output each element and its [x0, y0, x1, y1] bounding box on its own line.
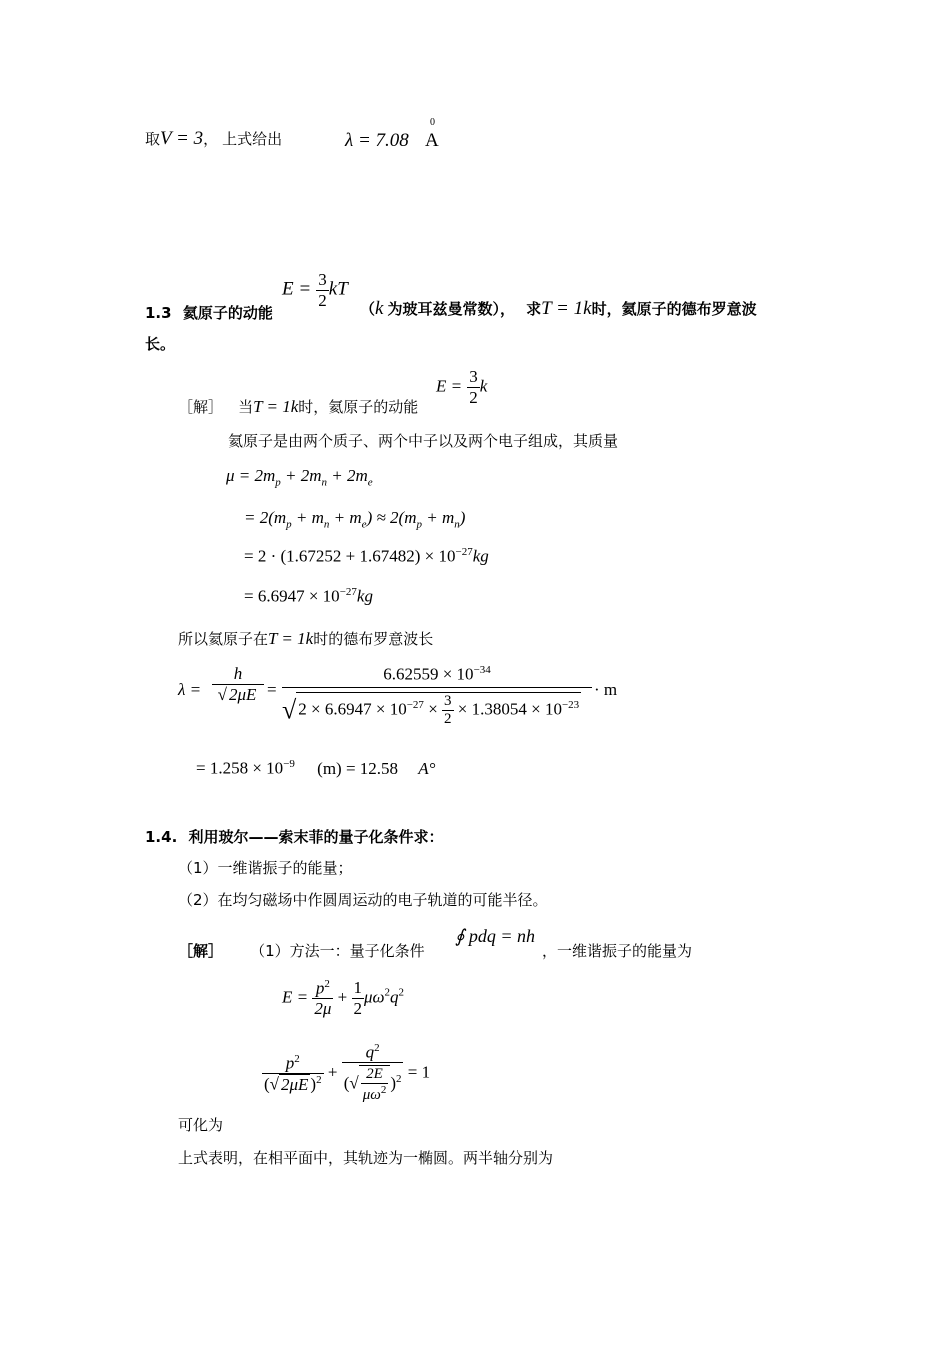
q14-item1: （1）一维谐振子的能量；	[178, 859, 353, 877]
sol13-when: 当	[238, 398, 254, 416]
sol13-frac	[467, 367, 480, 407]
q14-can-be: 可化为	[178, 1116, 224, 1134]
q14-solution-line	[178, 940, 425, 961]
lambda-result-unit: A°	[418, 758, 436, 778]
angstrom-ring: 0	[430, 117, 435, 128]
lambda-result-exp: −9	[283, 758, 295, 770]
sol13-frac-den: 2	[469, 387, 478, 407]
mass-line-3-kg: kg	[472, 546, 489, 566]
mass-line-3-exp: −27	[455, 546, 473, 558]
lambda-result-b: (m) = 12.58	[317, 758, 399, 778]
sol13-k: k	[479, 376, 488, 396]
q13-t-eq: T = 1k	[541, 298, 592, 319]
q14-item2: （2）在均匀磁场中作圆周运动的电子轨道的可能半径。	[178, 891, 548, 909]
q13-number-lead	[145, 302, 273, 323]
q13-number: 1.3	[145, 304, 172, 322]
sol13-first-line	[178, 396, 418, 417]
sol13-so-line	[178, 628, 433, 649]
mass-line-3-a: = 2 · (1.67252 + 1.67482) × 10	[244, 546, 456, 566]
q13-lead: 氦原子的动能	[182, 304, 273, 322]
q14-jie: ［解］	[178, 942, 224, 960]
q13-tail: 时，氦原子的德布罗意波	[591, 300, 757, 318]
q14-energy-lhs: E =	[282, 987, 309, 1007]
mass-line-1-a: μ = 2m	[226, 466, 276, 485]
comma: ，	[203, 130, 219, 148]
q14-title: 利用玻尔——索末菲的量子化条件求：	[188, 828, 444, 846]
q13-kt: kT	[328, 278, 348, 300]
mass-line-4-exp: −27	[339, 586, 357, 598]
angstrom-unit: A	[425, 130, 439, 151]
v-equation: V = 3	[160, 128, 204, 149]
q14-integral: ∮ pdq = nh	[455, 926, 536, 946]
q13-frac-num: 3	[318, 270, 327, 289]
sol13-so-t: T = 1k	[268, 629, 314, 648]
q14-number: 1.4.	[145, 828, 178, 846]
q14-ellipse-frac1: $\frac{p^2}{(√ 2\mu E )^2}$	[264, 1052, 322, 1094]
lambda-sqrt: 2μE	[228, 685, 257, 704]
q13-ask: 求	[526, 300, 542, 318]
sol13-t-eq: T = 1k	[253, 397, 299, 416]
q14-conclusion: 上式表明，在相平面中，其轨迹为一椭圆。两半轴分别为	[178, 1149, 554, 1167]
lambda-big-frac	[282, 664, 592, 728]
lambda-h-frac: h √ 2μE	[212, 664, 264, 705]
lambda-dot-m: · m	[594, 680, 618, 699]
q13-frac-den: 2	[318, 290, 327, 310]
lambda-equation: λ = 7.08	[345, 130, 409, 151]
sol13-e-lhs: E =	[436, 376, 463, 396]
sol13-frac-num: 3	[469, 367, 478, 386]
mass-line-1: $\mu = 2m_p + 2m_n + 2m_e$	[226, 466, 373, 489]
mass-line-4-a: = 6.6947 × 10	[244, 586, 340, 606]
q14-energy-frac1: $\frac{p^2}{2\mu}$	[314, 978, 332, 1019]
q13-energy-formula	[282, 270, 348, 310]
mass-line-3	[244, 546, 489, 567]
gives-text: 上式给出	[222, 130, 283, 148]
q14-energy: E = $\frac{p^2}{2\mu}$ + $\frac{1}{2}$ $\mu\omega^2q^2$	[282, 978, 405, 1019]
q13-boltz: 为玻耳兹曼常数），	[387, 300, 515, 318]
sol13-jie: ［解］	[178, 398, 224, 416]
q14-method: （1）方法一：量子化条件	[250, 942, 425, 960]
lambda-eq2: =	[267, 680, 277, 699]
q14-energy-frac2: $\frac{1}{2}$	[353, 978, 362, 1018]
lambda-lhs: λ =	[178, 680, 202, 699]
sol13-composition: 氦原子是由两个质子、两个中子以及两个电子组成，其质量	[228, 432, 619, 450]
lambda-big-num: $6.62559 \times 10^{-34}$	[282, 664, 592, 688]
q14-ellipse: $\frac{p^2}{(√ 2\mu E )^2}$ + $q^2$ (√ $\frac{2E}{\mu\omega^2}$ )$^2$ = 1	[264, 1042, 431, 1104]
sol13-when-tail: 时，氦原子的动能	[298, 398, 419, 416]
sol13-so: 所以氦原子在	[178, 630, 269, 648]
mass-line-2-a: = 2(m	[244, 508, 287, 527]
lambda-big-den: √ $2 \times 6.6947 \times 10^{-27}$ × $\frac{3}{2}$ × $1.38054 \times 10^{-23}$	[282, 692, 580, 727]
take-text: 取	[145, 130, 161, 148]
q14-method-tail: ，一维谐振子的能量为	[542, 942, 693, 960]
q13-tail2: 长。	[145, 335, 176, 353]
lambda-result	[196, 758, 435, 779]
q14-ellipse-frac2: $q^2$ (√ $\frac{2E}{\mu\omega^2}$ )$^2$	[343, 1042, 402, 1104]
q14-heading	[145, 826, 444, 847]
q13-boltzmann-note	[360, 298, 757, 320]
q13-e-lhs: E =	[282, 278, 312, 300]
sol13-so-tail: 时的德布罗意波长	[313, 630, 434, 648]
q13-frac	[316, 270, 329, 310]
sol13-energy-formula	[436, 367, 487, 407]
line1	[145, 128, 282, 150]
mass-line-4-kg: kg	[356, 586, 373, 606]
q14-eq-one: = 1	[407, 1062, 431, 1082]
q13-k: k	[375, 298, 384, 319]
lambda-h: h	[212, 664, 264, 685]
q13-paren: （	[360, 300, 376, 318]
mass-line-4	[244, 586, 373, 607]
lambda-result-a: = 1.258 × 10	[196, 758, 284, 778]
mass-line-2: = $2(m_p + m_n + m_e) \approx 2(m_p + m_n)$	[244, 508, 466, 531]
